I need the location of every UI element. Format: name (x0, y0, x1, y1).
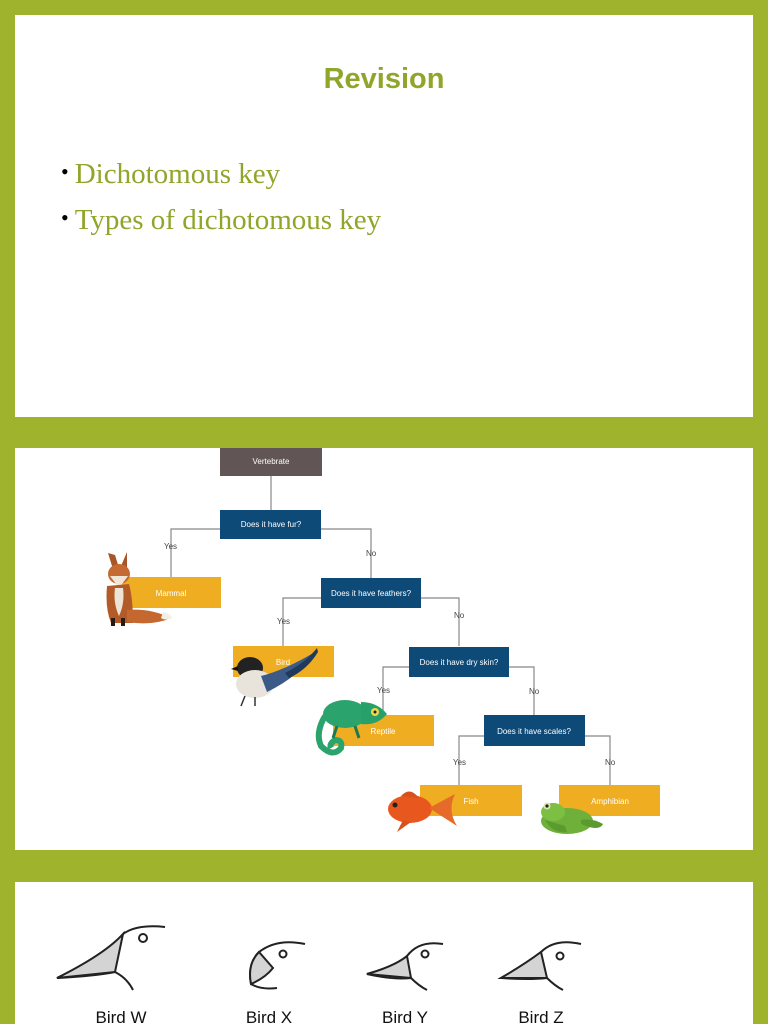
branch-label-yes: Yes (277, 617, 291, 626)
branch-label-no: No (529, 687, 540, 696)
bird-caption: Bird Z (518, 1008, 564, 1024)
answer-label: Mammal (155, 589, 187, 598)
branch-label-yes: Yes (453, 758, 467, 767)
question-label: Does it have feathers? (330, 589, 412, 598)
slide-bird-beaks (15, 882, 753, 1024)
root-label: Vertebrate (252, 457, 290, 466)
bird-w-head (57, 926, 165, 990)
bird-caption: Bird Y (382, 1008, 428, 1024)
question-label: Does it have dry skin? (419, 658, 499, 667)
question-label: Does it have fur? (240, 520, 302, 529)
branch-label-no: No (366, 549, 377, 558)
bullet-item: • Types of dichotomous key (61, 204, 382, 236)
slide-dichotomous-key (15, 448, 753, 850)
answer-label: Bird (275, 658, 291, 667)
bullet-list (61, 150, 381, 242)
bird-caption: Bird X (245, 1008, 293, 1024)
slide-title: Revision (323, 63, 445, 95)
answer-label: Fish (463, 797, 479, 806)
bird-y-head (367, 943, 443, 990)
flowchart (15, 448, 753, 850)
branch-label-yes: Yes (377, 686, 391, 695)
answer-label: Amphibian (591, 797, 629, 806)
bird-z-head (501, 942, 581, 990)
question-label: Does it have scales? (497, 727, 571, 736)
branch-label-yes: Yes (164, 542, 178, 551)
branch-label-no: No (605, 758, 616, 767)
bullet-item: • Dichotomous key (61, 158, 281, 190)
answer-label: Reptile (370, 727, 396, 736)
bird-beaks-figure (15, 882, 753, 1024)
slide-revision (15, 15, 753, 417)
branch-label-no: No (454, 611, 465, 620)
bird-caption: Bird W (95, 1008, 147, 1024)
bird-x-head (250, 942, 305, 988)
